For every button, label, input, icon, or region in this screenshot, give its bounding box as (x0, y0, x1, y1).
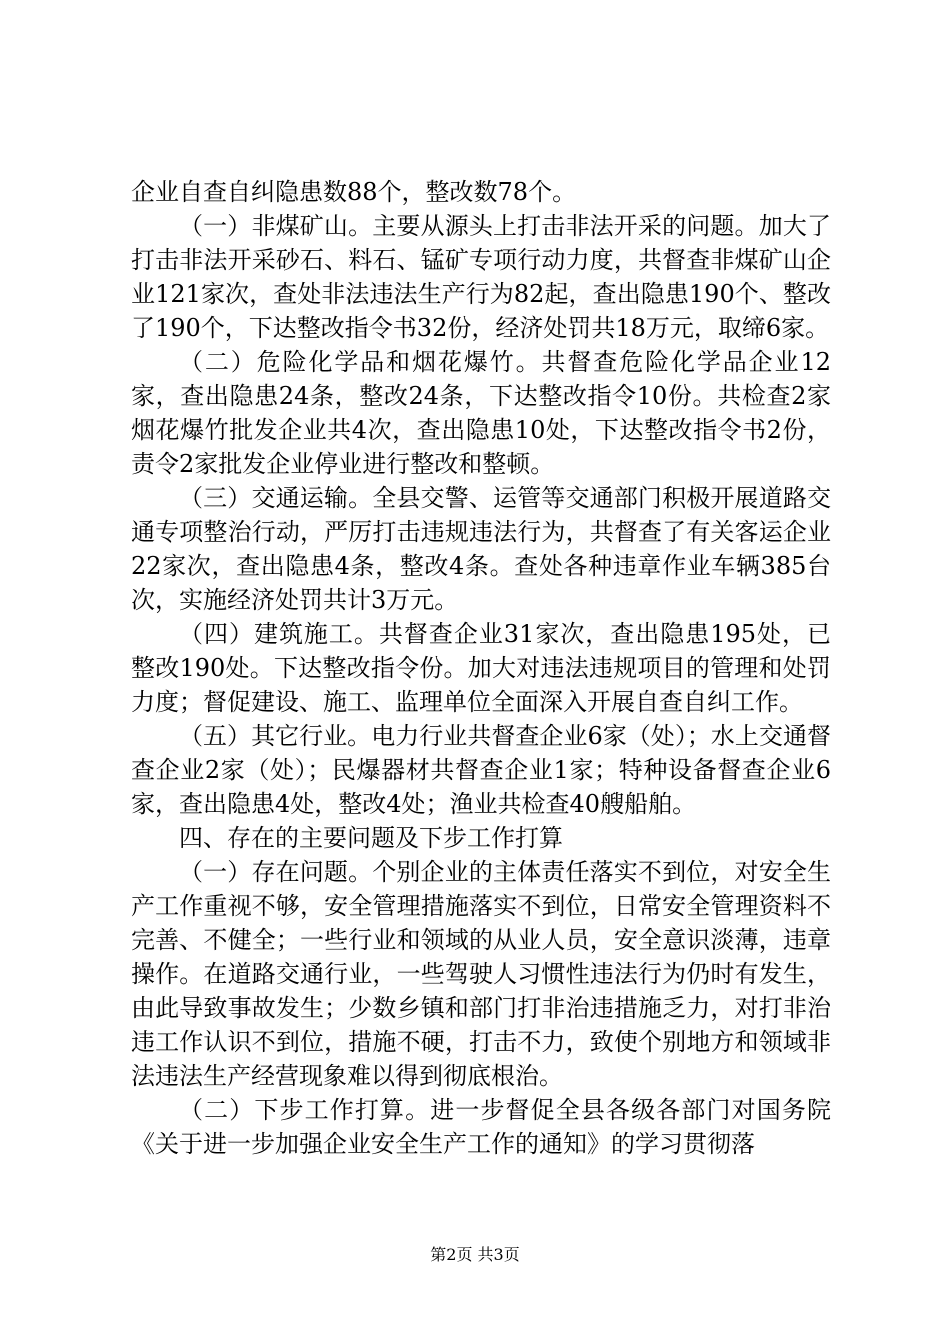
paragraph-hazardous-chemicals: （二）危险化学品和烟花爆竹。共督查危险化学品企业12家，查出隐患24条，整改24条，下达整改指令10份。共检查2家烟花爆竹批发企业共4次，查出隐患10处，下达整改指令书2份，责令2家批发企业停业进行整改和整顿。 (131, 348, 831, 478)
paragraph-non-coal-mines: （一）非煤矿山。主要从源头上打击非法开采的问题。加大了打击非法开采砂石、料石、锰矿专项行动力度，共督查非煤矿山企业121家次，查处非法违法生产行为82起，查出隐患190个、整改了190个，下达整改指令书32份，经济处罚共18万元，取缔6家。 (131, 212, 831, 342)
section-heading-problems-plans: 四、存在的主要问题及下步工作打算 (179, 824, 563, 852)
paragraph-transportation: （三）交通运输。全县交警、运管等交通部门积极开展道路交通专项整治行动，严厉打击违规违法行为，共督查了有关客运企业22家次，查出隐患4条，整改4条。查处各种违章作业车辆385台次，实施经济处罚共计3万元。 (131, 484, 831, 614)
paragraph-continuation: 企业自查自纠隐患数88个，整改数78个。 (131, 178, 577, 206)
paragraph-construction: （四）建筑施工。共督查企业31家次，查出隐患195处，已整改190处。下达整改指令份。加大对违法违规项目的管理和处罚力度；督促建设、施工、监理单位全面深入开展自查自纠工作。 (131, 620, 831, 716)
paragraph-next-steps: （二）下步工作打算。进一步督促全县各级各部门对国务院《关于进一步加强企业安全生产工作的通知》的学习贯彻落 (131, 1096, 831, 1158)
page-footer (0, 1245, 950, 1265)
page-number-label: 第2页 共3页 (430, 1245, 520, 1264)
paragraph-other-industries: （五）其它行业。电力行业共督查企业6家（处）；水上交通督查企业2家（处）；民爆器材共督查企业1家；特种设备督查企业6家，查出隐患4处，整改4处；渔业共检查40艘船舶。 (131, 722, 831, 818)
paragraph-existing-problems: （一）存在问题。个别企业的主体责任落实不到位，对安全生产工作重视不够，安全管理措施落实不到位，日常安全管理资料不完善、不健全；一些行业和领域的从业人员，安全意识淡薄，违章操作。在道路交通行业，一些驾驶人习惯性违法行为仍时有发生，由此导致事故发生；少数乡镇和部门打非治违措施乏力，对打非治违工作认识不到位，措施不硬，打击不力，致使个别地方和领域非法违法生产经营现象难以得到彻底根治。 (131, 858, 831, 1090)
document-body (131, 175, 831, 1161)
